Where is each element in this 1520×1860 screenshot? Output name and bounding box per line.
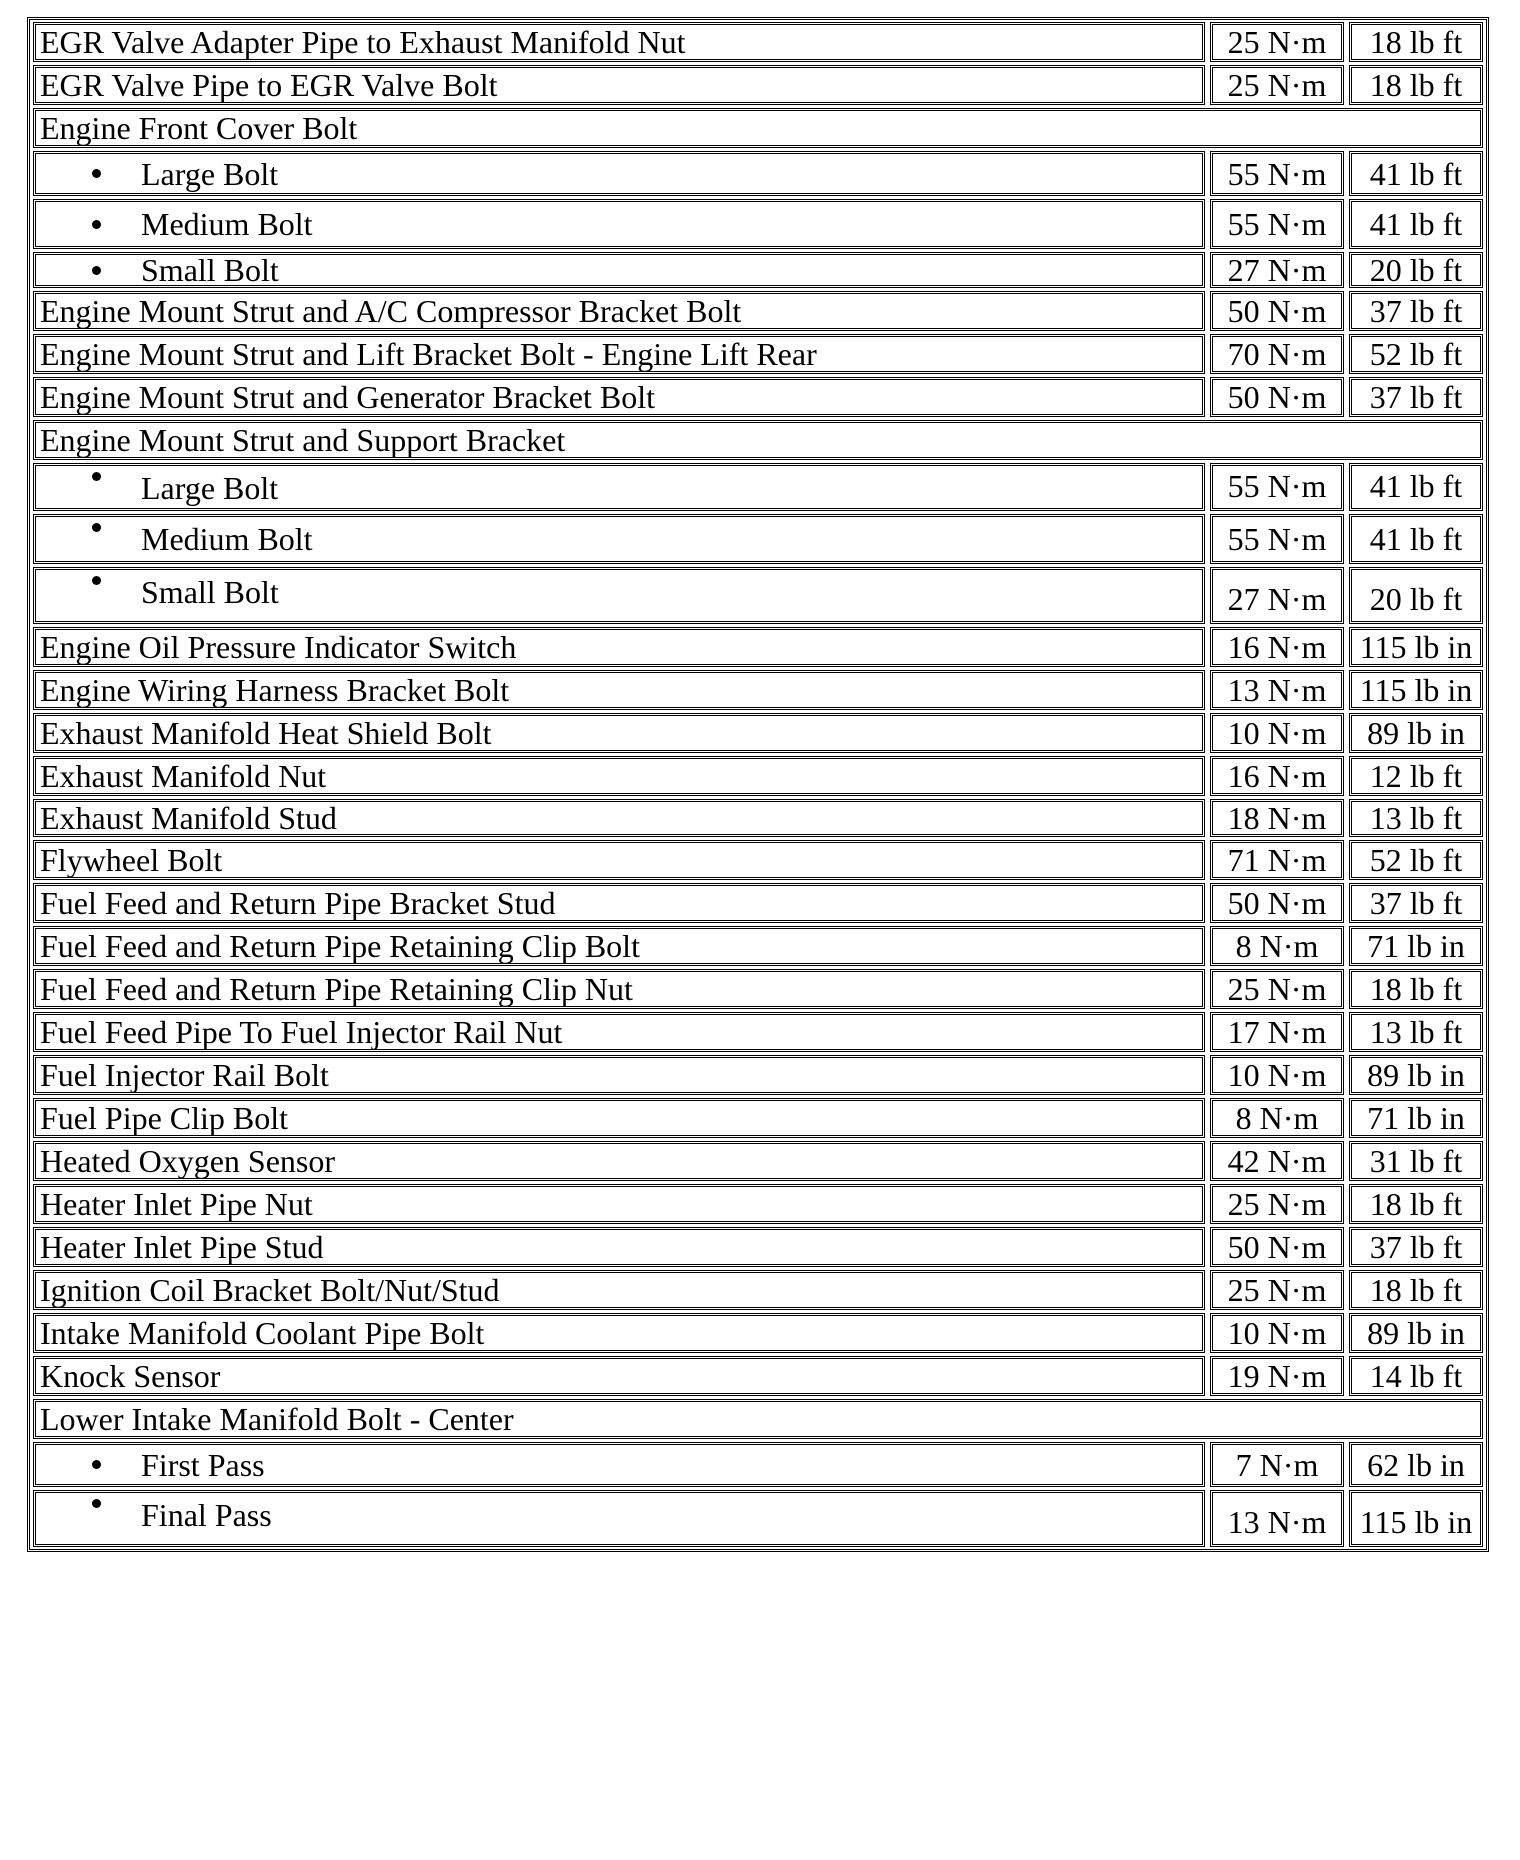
metric-torque-cell — [1210, 969, 1344, 1009]
metric-torque-cell — [1210, 627, 1344, 667]
metric-torque-value: 13 N·m — [1227, 672, 1327, 708]
imperial-torque-value: 12 lb ft — [1369, 758, 1463, 794]
bullet-icon — [92, 220, 101, 229]
imperial-torque-value: 41 lb ft — [1369, 206, 1463, 242]
metric-torque-value: 71 N·m — [1227, 842, 1327, 878]
metric-torque-cell — [1210, 1141, 1344, 1181]
imperial-torque-cell — [1349, 1141, 1483, 1181]
imperial-torque-cell — [1349, 840, 1483, 880]
imperial-torque-cell — [1349, 1313, 1483, 1353]
description-text: EGR Valve Adapter Pipe to Exhaust Manifold Nut — [40, 24, 686, 60]
section-header-row — [33, 1399, 1483, 1439]
description-cell — [33, 883, 1205, 923]
metric-torque-value: 8 N·m — [1235, 928, 1319, 964]
imperial-torque-cell — [1349, 1442, 1483, 1487]
description-cell — [33, 567, 1205, 624]
section-header-cell — [33, 1399, 1483, 1439]
imperial-torque-value: 20 lb ft — [1369, 252, 1463, 288]
table-row — [33, 969, 1483, 1009]
metric-torque-value: 13 N·m — [1227, 1504, 1327, 1540]
table-row — [33, 252, 1483, 288]
metric-torque-value: 8 N·m — [1235, 1100, 1319, 1136]
description-text: Medium Bolt — [141, 521, 313, 557]
description-text: Fuel Pipe Clip Bolt — [40, 1100, 289, 1136]
metric-torque-value: 17 N·m — [1227, 1014, 1327, 1050]
description-text: Final Pass — [141, 1497, 272, 1533]
imperial-torque-cell — [1349, 334, 1483, 374]
description-text: Exhaust Manifold Nut — [40, 758, 327, 794]
imperial-torque-cell — [1349, 1490, 1483, 1547]
description-cell — [33, 1184, 1205, 1224]
metric-torque-cell — [1210, 291, 1344, 331]
imperial-torque-cell — [1349, 252, 1483, 288]
description-text: Flywheel Bolt — [40, 842, 223, 878]
imperial-torque-value: 89 lb in — [1367, 715, 1465, 751]
description-cell — [33, 1098, 1205, 1138]
metric-torque-cell — [1210, 756, 1344, 796]
description-cell — [33, 22, 1205, 62]
bullet-icon — [92, 472, 101, 481]
imperial-torque-value: 31 lb ft — [1369, 1143, 1463, 1179]
imperial-torque-cell — [1349, 151, 1483, 196]
description-text: Heated Oxygen Sensor — [40, 1143, 336, 1179]
description-cell — [33, 1313, 1205, 1353]
description-cell — [33, 756, 1205, 796]
description-cell — [33, 1055, 1205, 1095]
bullet-icon — [92, 169, 101, 178]
table-row — [33, 1490, 1483, 1547]
imperial-torque-value: 14 lb ft — [1369, 1358, 1463, 1394]
table-row — [33, 65, 1483, 105]
imperial-torque-cell — [1349, 1356, 1483, 1396]
description-cell — [33, 334, 1205, 374]
imperial-torque-cell — [1349, 1098, 1483, 1138]
description-cell — [33, 463, 1205, 511]
metric-torque-value: 50 N·m — [1227, 885, 1327, 921]
imperial-torque-value: 18 lb ft — [1369, 1272, 1463, 1308]
imperial-torque-cell — [1349, 926, 1483, 966]
table-row — [33, 1184, 1483, 1224]
description-text: Exhaust Manifold Heat Shield Bolt — [40, 715, 492, 751]
table-row — [33, 756, 1483, 796]
imperial-torque-value: 18 lb ft — [1369, 1186, 1463, 1222]
table-row — [33, 291, 1483, 331]
metric-torque-cell — [1210, 926, 1344, 966]
metric-torque-value: 70 N·m — [1227, 336, 1327, 372]
imperial-torque-cell — [1349, 1227, 1483, 1267]
description-cell — [33, 1442, 1205, 1487]
imperial-torque-value: 62 lb in — [1367, 1446, 1465, 1483]
torque-spec-table — [27, 17, 1489, 1552]
table-row — [33, 1055, 1483, 1095]
imperial-torque-value: 89 lb in — [1367, 1315, 1465, 1351]
metric-torque-cell — [1210, 377, 1344, 417]
description-cell — [33, 291, 1205, 331]
imperial-torque-value: 13 lb ft — [1369, 1014, 1463, 1050]
description-text: EGR Valve Pipe to EGR Valve Bolt — [40, 67, 498, 103]
metric-torque-cell — [1210, 1356, 1344, 1396]
description-text: Ignition Coil Bracket Bolt/Nut/Stud — [40, 1272, 500, 1308]
table-row — [33, 713, 1483, 753]
metric-torque-value: 18 N·m — [1227, 800, 1327, 836]
description-cell — [33, 926, 1205, 966]
description-text: Engine Wiring Harness Bracket Bolt — [40, 672, 510, 708]
description-text: Small Bolt — [141, 574, 279, 610]
description-text: Large Bolt — [141, 155, 279, 192]
metric-torque-cell — [1210, 840, 1344, 880]
section-header-cell — [33, 420, 1483, 460]
description-text: Engine Front Cover Bolt — [40, 110, 358, 146]
table-row — [33, 1442, 1483, 1487]
table-row — [33, 377, 1483, 417]
metric-torque-cell — [1210, 514, 1344, 564]
imperial-torque-value: 41 lb ft — [1369, 155, 1463, 192]
bullet-icon — [92, 576, 101, 585]
imperial-torque-cell — [1349, 1055, 1483, 1095]
description-cell — [33, 1356, 1205, 1396]
description-text: Fuel Feed and Return Pipe Retaining Clip Nut — [40, 971, 633, 1007]
description-cell — [33, 514, 1205, 564]
bullet-icon — [92, 266, 101, 275]
section-header-cell — [33, 108, 1483, 148]
metric-torque-value: 55 N·m — [1227, 206, 1327, 242]
description-text: Knock Sensor — [40, 1358, 221, 1394]
description-cell — [33, 1227, 1205, 1267]
metric-torque-cell — [1210, 1227, 1344, 1267]
imperial-torque-value: 115 lb in — [1359, 672, 1473, 708]
description-cell — [33, 1270, 1205, 1310]
table-row — [33, 1356, 1483, 1396]
metric-torque-cell — [1210, 1055, 1344, 1095]
section-header-row — [33, 108, 1483, 148]
imperial-torque-value: 18 lb ft — [1369, 67, 1463, 103]
imperial-torque-cell — [1349, 463, 1483, 511]
description-cell — [33, 799, 1205, 837]
imperial-torque-cell — [1349, 22, 1483, 62]
metric-torque-cell — [1210, 1442, 1344, 1487]
imperial-torque-value: 71 lb in — [1367, 928, 1465, 964]
section-header-row — [33, 420, 1483, 460]
description-text: Large Bolt — [141, 470, 279, 506]
imperial-torque-cell — [1349, 799, 1483, 837]
metric-torque-value: 50 N·m — [1227, 293, 1327, 329]
description-cell — [33, 670, 1205, 710]
metric-torque-cell — [1210, 252, 1344, 288]
metric-torque-value: 25 N·m — [1227, 24, 1327, 60]
metric-torque-value: 27 N·m — [1227, 581, 1327, 617]
metric-torque-cell — [1210, 799, 1344, 837]
imperial-torque-cell — [1349, 514, 1483, 564]
imperial-torque-value: 52 lb ft — [1369, 842, 1463, 878]
table-row — [33, 670, 1483, 710]
description-text: Engine Mount Strut and Support Bracket — [40, 422, 566, 458]
description-cell — [33, 1012, 1205, 1052]
table-row — [33, 514, 1483, 564]
description-cell — [33, 840, 1205, 880]
table-row — [33, 567, 1483, 624]
description-cell — [33, 151, 1205, 196]
description-text: Exhaust Manifold Stud — [40, 800, 337, 836]
description-text: Lower Intake Manifold Bolt - Center — [40, 1401, 514, 1437]
table-row — [33, 883, 1483, 923]
table-row — [33, 840, 1483, 880]
table-row — [33, 151, 1483, 196]
metric-torque-value: 42 N·m — [1227, 1143, 1327, 1179]
metric-torque-value: 25 N·m — [1227, 1186, 1327, 1222]
metric-torque-value: 27 N·m — [1227, 252, 1327, 288]
table-row — [33, 1098, 1483, 1138]
metric-torque-value: 10 N·m — [1227, 1315, 1327, 1351]
imperial-torque-value: 18 lb ft — [1369, 971, 1463, 1007]
imperial-torque-cell — [1349, 1270, 1483, 1310]
metric-torque-value: 55 N·m — [1227, 468, 1327, 504]
description-text: Engine Mount Strut and Generator Bracket Bolt — [40, 379, 655, 415]
metric-torque-cell — [1210, 1490, 1344, 1547]
imperial-torque-cell — [1349, 670, 1483, 710]
metric-torque-value: 16 N·m — [1227, 629, 1327, 665]
metric-torque-cell — [1210, 199, 1344, 249]
description-cell — [33, 65, 1205, 105]
metric-torque-value: 25 N·m — [1227, 971, 1327, 1007]
metric-torque-value: 55 N·m — [1227, 155, 1327, 192]
table-row — [33, 1313, 1483, 1353]
imperial-torque-value: 89 lb in — [1367, 1057, 1465, 1093]
description-cell — [33, 1490, 1205, 1547]
table-row — [33, 1141, 1483, 1181]
imperial-torque-cell — [1349, 969, 1483, 1009]
metric-torque-cell — [1210, 1012, 1344, 1052]
metric-torque-cell — [1210, 1270, 1344, 1310]
imperial-torque-value: 37 lb ft — [1369, 293, 1463, 329]
imperial-torque-value: 37 lb ft — [1369, 1229, 1463, 1265]
description-cell — [33, 377, 1205, 417]
imperial-torque-cell — [1349, 756, 1483, 796]
metric-torque-value: 19 N·m — [1227, 1358, 1327, 1394]
bullet-icon — [92, 1499, 101, 1508]
description-text: Intake Manifold Coolant Pipe Bolt — [40, 1315, 485, 1351]
table-row — [33, 22, 1483, 62]
description-text: Medium Bolt — [141, 206, 313, 242]
metric-torque-cell — [1210, 463, 1344, 511]
bullet-icon — [92, 1460, 101, 1469]
description-text: Fuel Feed and Return Pipe Retaining Clip Bolt — [40, 928, 640, 964]
metric-torque-cell — [1210, 883, 1344, 923]
imperial-torque-value: 13 lb ft — [1369, 800, 1463, 836]
description-text: First Pass — [141, 1446, 265, 1483]
description-cell — [33, 627, 1205, 667]
metric-torque-cell — [1210, 22, 1344, 62]
imperial-torque-value: 71 lb in — [1367, 1100, 1465, 1136]
metric-torque-value: 7 N·m — [1235, 1446, 1319, 1483]
imperial-torque-cell — [1349, 883, 1483, 923]
imperial-torque-value: 52 lb ft — [1369, 336, 1463, 372]
imperial-torque-value: 20 lb ft — [1369, 581, 1463, 617]
imperial-torque-value: 37 lb ft — [1369, 379, 1463, 415]
description-cell — [33, 252, 1205, 288]
table-row — [33, 627, 1483, 667]
imperial-torque-cell — [1349, 291, 1483, 331]
metric-torque-cell — [1210, 1184, 1344, 1224]
imperial-torque-cell — [1349, 567, 1483, 624]
table-row — [33, 799, 1483, 837]
imperial-torque-cell — [1349, 1012, 1483, 1052]
metric-torque-cell — [1210, 334, 1344, 374]
description-cell — [33, 1141, 1205, 1181]
metric-torque-value: 10 N·m — [1227, 1057, 1327, 1093]
description-text: Engine Mount Strut and A/C Compressor Bracket Bolt — [40, 293, 742, 329]
description-text: Small Bolt — [141, 252, 279, 288]
metric-torque-value: 25 N·m — [1227, 1272, 1327, 1308]
table-row — [33, 199, 1483, 249]
metric-torque-value: 16 N·m — [1227, 758, 1327, 794]
imperial-torque-cell — [1349, 65, 1483, 105]
metric-torque-cell — [1210, 1098, 1344, 1138]
imperial-torque-value: 18 lb ft — [1369, 24, 1463, 60]
description-cell — [33, 199, 1205, 249]
description-text: Fuel Injector Rail Bolt — [40, 1057, 329, 1093]
metric-torque-value: 10 N·m — [1227, 715, 1327, 751]
description-cell — [33, 713, 1205, 753]
description-text: Engine Mount Strut and Lift Bracket Bolt - Engine Lift Rear — [40, 336, 817, 372]
imperial-torque-value: 115 lb in — [1359, 629, 1473, 665]
imperial-torque-cell — [1349, 377, 1483, 417]
description-text: Heater Inlet Pipe Nut — [40, 1186, 313, 1222]
table-row — [33, 334, 1483, 374]
metric-torque-cell — [1210, 713, 1344, 753]
metric-torque-cell — [1210, 1313, 1344, 1353]
description-text: Fuel Feed and Return Pipe Bracket Stud — [40, 885, 556, 921]
table-row — [33, 926, 1483, 966]
metric-torque-cell — [1210, 670, 1344, 710]
description-cell — [33, 969, 1205, 1009]
imperial-torque-cell — [1349, 1184, 1483, 1224]
table-row — [33, 1012, 1483, 1052]
imperial-torque-cell — [1349, 627, 1483, 667]
description-text: Engine Oil Pressure Indicator Switch — [40, 629, 517, 665]
table-row — [33, 1270, 1483, 1310]
metric-torque-value: 25 N·m — [1227, 67, 1327, 103]
description-text: Heater Inlet Pipe Stud — [40, 1229, 324, 1265]
imperial-torque-value: 115 lb in — [1359, 1504, 1473, 1540]
table-row — [33, 1227, 1483, 1267]
metric-torque-cell — [1210, 151, 1344, 196]
imperial-torque-value: 37 lb ft — [1369, 885, 1463, 921]
metric-torque-value: 50 N·m — [1227, 1229, 1327, 1265]
imperial-torque-value: 41 lb ft — [1369, 521, 1463, 557]
imperial-torque-cell — [1349, 199, 1483, 249]
imperial-torque-cell — [1349, 713, 1483, 753]
metric-torque-value: 50 N·m — [1227, 379, 1327, 415]
metric-torque-value: 55 N·m — [1227, 521, 1327, 557]
imperial-torque-value: 41 lb ft — [1369, 468, 1463, 504]
table-row — [33, 463, 1483, 511]
description-text: Fuel Feed Pipe To Fuel Injector Rail Nut — [40, 1014, 563, 1050]
metric-torque-cell — [1210, 65, 1344, 105]
metric-torque-cell — [1210, 567, 1344, 624]
bullet-icon — [92, 523, 101, 532]
